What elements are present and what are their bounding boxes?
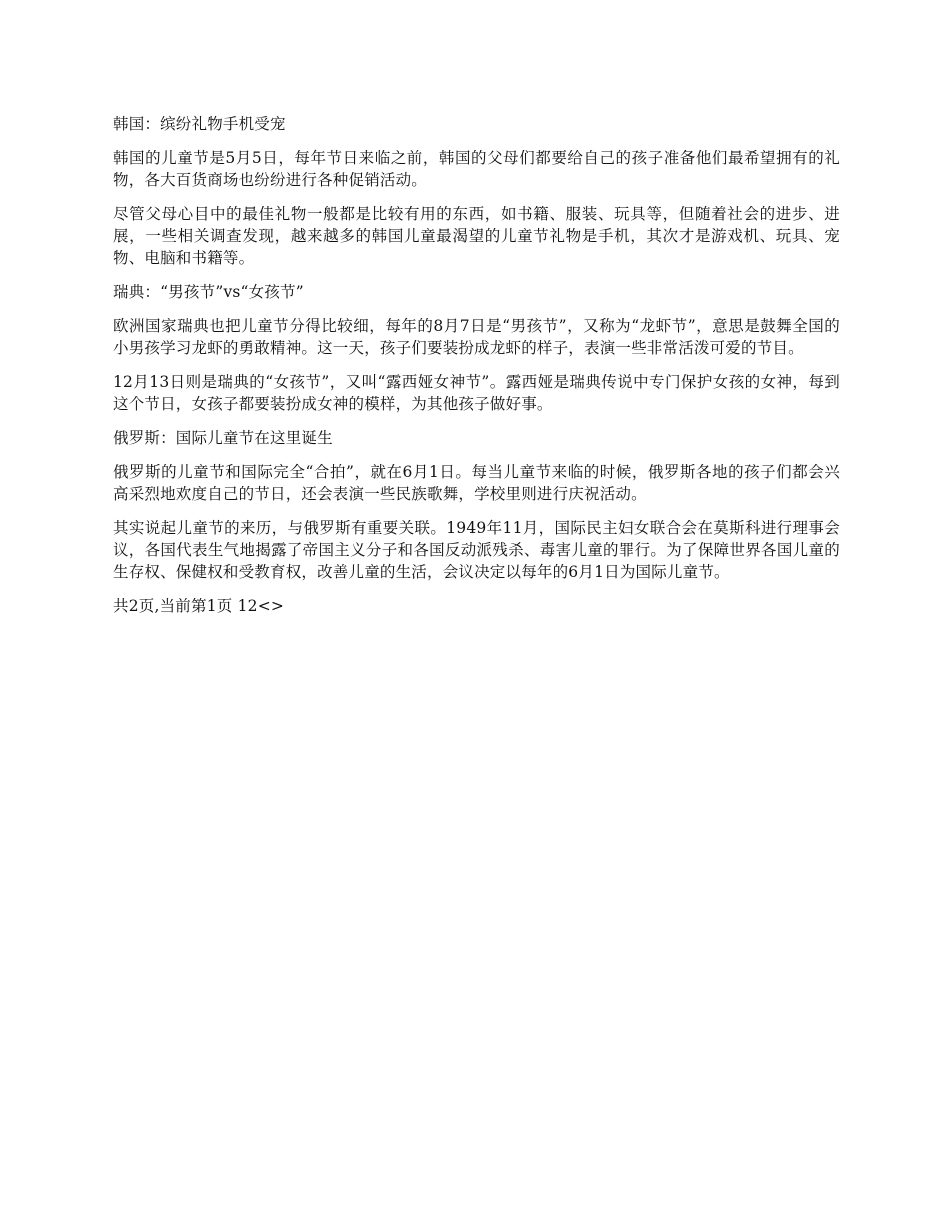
- paragraph: 其实说起儿童节的来历，与俄罗斯有重要关联。1949年11月，国际民主妇女联合会在莫斯科进行理事会议，各国代表生气地揭露了帝国主义分子和各国反动派残杀、毒害儿童的罪行。为了保障世界各国儿童的生存权、保健权和受教育权，改善儿童的生活，会议决定以每年的6月1日为国际儿童节。: [113, 519, 840, 581]
- pagination: [113, 595, 840, 617]
- prev-page-link[interactable]: <: [257, 597, 271, 615]
- paragraph: 韩国的儿童节是5月5日，每年节日来临之前，韩国的父母们都要给自己的孩子准备他们最希望拥有的礼物，各大百货商场也纷纷进行各种促销活动。: [113, 149, 840, 189]
- section-heading-korea: 韩国：缤纷礼物手机受宠: [113, 115, 286, 133]
- paragraph: 尽管父母心目中的最佳礼物一般都是比较有用的东西，如书籍、服装、玩具等，但随着社会的进步、进展，一些相关调查发现，越来越多的韩国儿童最渴望的儿童节礼物是手机，其次才是游戏机、玩具、宠物、电脑和书籍等。: [113, 205, 840, 267]
- next-page-link[interactable]: >: [270, 597, 285, 615]
- page-1-link[interactable]: 1: [237, 597, 248, 615]
- page-2-link[interactable]: 2: [247, 597, 258, 615]
- section-heading-sweden: 瑞典：“男孩节”vs“女孩节”: [113, 283, 304, 301]
- document-body: [113, 113, 840, 629]
- paragraph: 俄罗斯的儿童节和国际完全“合拍”，就在6月1日。每当儿童节来临的时候，俄罗斯各地的孩子们都会兴高采烈地欢度自己的节日，还会表演一些民族歌舞，学校里则进行庆祝活动。: [113, 463, 840, 503]
- paragraph: 欧洲国家瑞典也把儿童节分得比较细，每年的8月7日是“男孩节”，又称为“龙虾节”，意思是鼓舞全国的小男孩学习龙虾的勇敢精神。这一天，孩子们要装扮成龙虾的样子，表演一些非常活泼可爱的节目。: [113, 317, 840, 357]
- paragraph: 12月13日则是瑞典的“女孩节”，又叫“露西娅女神节”。露西娅是瑞典传说中专门保护女孩的女神，每到这个节日，女孩子都要装扮成女神的模样，为其他孩子做好事。: [113, 373, 840, 413]
- section-heading-russia: 俄罗斯：国际儿童节在这里诞生: [113, 429, 333, 447]
- pagination-summary: 共2页,当前第1页: [113, 597, 233, 615]
